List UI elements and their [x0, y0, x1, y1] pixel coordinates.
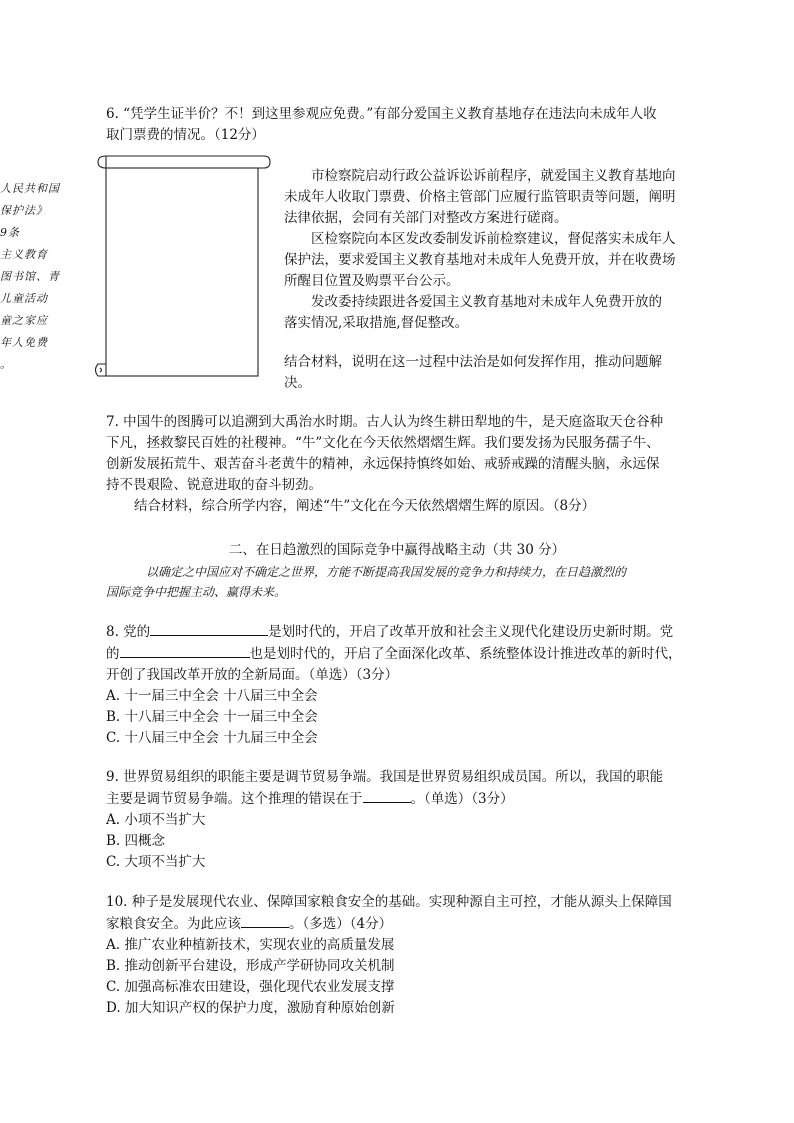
q8-text: 是划时代的，开启了改革开放和社会主义现代化建设历史新时期。党	[268, 624, 674, 640]
sidebar-line: 人民共和国	[0, 182, 60, 195]
option-a[interactable]: A. 推广农业种植新技术，实现农业的高质量发展	[106, 937, 395, 953]
q7-stem-line: 下凡，拯救黎民百姓的社稷神。“牛”文化在今天依然熠熠生辉。我们要发扬为民服务孺子牛、	[106, 435, 660, 451]
scroll-decoration-icon	[92, 150, 272, 382]
section-2-intro	[106, 562, 691, 602]
q6-material-line: 发改委持续跟进各爱国主义教育基地对未成年人免费开放的	[311, 294, 662, 310]
section-2-intro-line: 国际竞争中把握主动、赢得未来。	[106, 585, 287, 599]
q6-material-line: 区检察院向本区发改委制发诉前检察建议，督促落实未成年人	[311, 231, 676, 247]
sidebar-line: 9条	[0, 226, 20, 239]
q8-text: 8. 党的	[106, 624, 151, 640]
option-a[interactable]: A. 十一届三中全会 十八届三中全会	[106, 688, 318, 704]
q6-material-line: 保护法，要求爱国主义教育基地对未成年人免费开放，并在收费场	[284, 252, 676, 268]
question-6-stem	[106, 104, 691, 146]
q6-stem-line: 6. “凭学生证半价？不！到这里参观应免费。”有部分爱国主义教育基地存在违法向未成年人收	[106, 106, 657, 122]
q10-text: 。（多选）（4分）	[289, 916, 393, 932]
sidebar-text	[0, 178, 72, 376]
q7-question: 结合材料，综合所学内容，阐述“牛”文化在今天依然熠熠生辉的原因。（8分）	[134, 498, 596, 514]
answer-blank[interactable]	[363, 788, 411, 803]
q6-material-line: 市检察院启动行政公益诉讼诉前程序，就爱国主义教育基地向	[311, 168, 676, 184]
sidebar-line: 年人免费	[0, 336, 48, 349]
q10-stem-line: 10. 种子是发展现代农业、保障国家粮食安全的基础。实现种源自主可控，才能从源头上保障国	[106, 894, 672, 910]
option-d[interactable]: D. 加大知识产权的保护力度，激励育种原始创新	[106, 1000, 395, 1016]
question-8	[106, 621, 691, 749]
q8-text: 也是划时代的，开启了全面深化改革、系统整体设计推进改革的新时代，	[249, 646, 682, 662]
q9-text: 。（单选）（3分）	[410, 791, 514, 807]
q6-stem-line: 取门票费的情况。（12分）	[106, 127, 265, 143]
q7-stem-line: 持不畏艰险、锐意进取的奋斗韧劲。	[106, 477, 322, 493]
q6-material-line: 落实情况,采取措施,督促整改。	[284, 315, 469, 331]
sidebar-line: 。	[0, 358, 12, 371]
section-2-title: 二、在日趋激烈的国际竞争中赢得战略主动（共 30 分）	[228, 542, 566, 558]
sidebar-line: 儿童活动	[0, 292, 48, 305]
option-b[interactable]: B. 四概念	[106, 833, 166, 849]
q6-question-line: 结合材料，说明在这一过程中法治是如何发挥作用，推动问题解	[284, 354, 662, 370]
q9-stem-line: 9. 世界贸易组织的职能主要是调节贸易争端。我国是世界贸易组织成员国。所以，我国的职能	[106, 769, 664, 785]
option-c[interactable]: C. 十八届三中全会 十九届三中全会	[106, 730, 318, 746]
option-c[interactable]: C. 加强高标准农田建设，强化现代农业发展支撑	[106, 979, 395, 995]
sidebar-line: 图书馆、青	[0, 270, 60, 283]
option-b[interactable]: B. 十八届三中全会 十一届三中全会	[106, 709, 318, 725]
sidebar-line: 保护法》	[0, 204, 48, 217]
q9-text: 主要是调节贸易争端。这个推理的错误在于	[106, 791, 363, 807]
q8-text: 的	[106, 646, 120, 662]
option-c[interactable]: C. 大项不当扩大	[106, 854, 206, 870]
q6-material	[284, 166, 694, 334]
sidebar-line: 童之家应	[0, 314, 48, 327]
q8-text: 开创了我国改革开放的全新局面。（单选）（3分）	[106, 667, 399, 683]
question-10	[106, 892, 691, 1019]
section-2-intro-line: 以确定之中国应对不确定之世界，方能不断提高我国发展的竞争力和持续力，在日趋激烈的	[146, 565, 627, 579]
q7-stem-line: 7. 中国牛的图腾可以追溯到大禹治水时期。古人认为终生耕田犁地的牛，是天庭盗取天仓谷种	[106, 414, 664, 430]
q6-question	[284, 352, 694, 394]
q7-stem-line: 创新发展拓荒牛、艰苦奋斗老黄牛的精神，永远保持慎终如始、戒骄戒躁的清醒头脑，永远保	[106, 456, 660, 472]
answer-blank[interactable]	[150, 621, 268, 636]
q10-text: 家粮食安全。为此应该	[106, 916, 241, 932]
q6-material-line: 所醒目位置及购票平台公示。	[284, 273, 460, 289]
q6-material-line: 法律依据，会同有关部门对整改方案进行磋商。	[284, 210, 568, 226]
option-a[interactable]: A. 小项不当扩大	[106, 812, 206, 828]
q6-material-line: 未成年人收取门票费、价格主管部门应履行监管职责等问题，阐明	[284, 189, 676, 205]
question-9	[106, 767, 691, 873]
q6-question-line: 决。	[284, 375, 311, 391]
option-b[interactable]: B. 推动创新平台建设，形成产学研协同攻关机制	[106, 958, 395, 974]
question-7	[106, 412, 691, 517]
answer-blank[interactable]	[241, 913, 289, 928]
answer-blank[interactable]	[120, 643, 250, 658]
sidebar-line: 主义教育	[0, 248, 48, 261]
